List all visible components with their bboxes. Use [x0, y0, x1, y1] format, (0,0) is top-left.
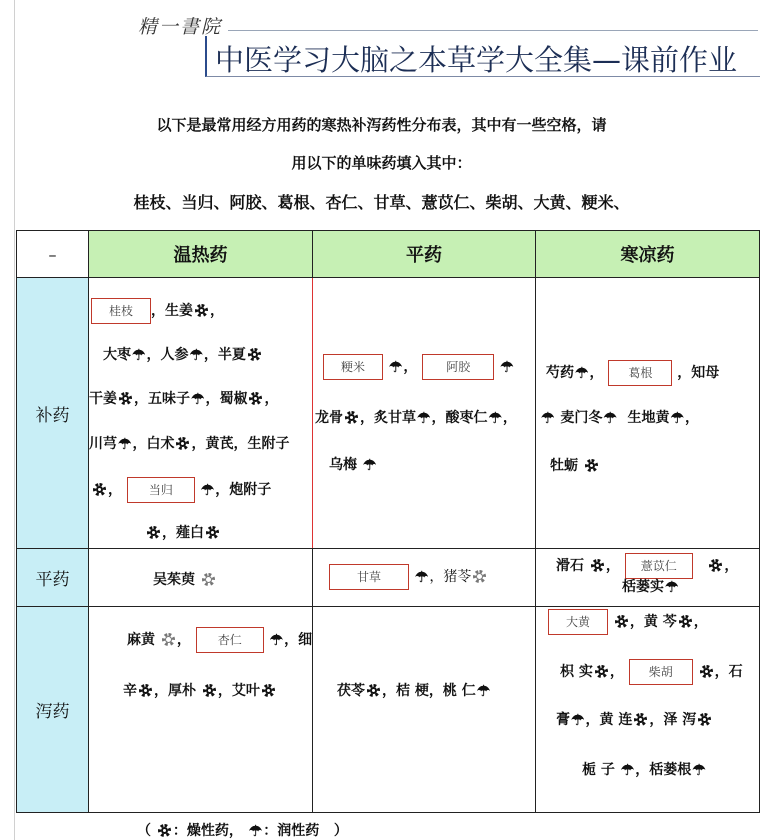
answer-box: 粳米	[323, 354, 383, 380]
herb-text: ，栝蒌根	[635, 762, 692, 778]
herb-text: ，	[684, 410, 699, 426]
umbrella-icon: ☂	[500, 358, 514, 376]
gear-icon	[634, 713, 647, 726]
herb-text: ，	[108, 482, 122, 498]
cell-neutral-cold	[536, 549, 760, 607]
row-header-tonify: 补药	[17, 278, 89, 549]
title-rule	[228, 30, 758, 31]
umbrella-icon: ☂	[362, 456, 377, 474]
herb-text: 干姜	[89, 391, 117, 407]
legend	[137, 820, 348, 840]
gear-icon	[698, 713, 711, 726]
gear-icon	[147, 526, 160, 539]
gear-icon	[345, 411, 358, 424]
academy-logo: 精一書院	[138, 16, 223, 38]
intro-line-1: 以下是最常用经方用药的寒热补泻药性分布表，其中有一些空格，请	[156, 116, 607, 134]
cell-tonify-warm	[89, 278, 313, 549]
umbrella-icon: ☂	[200, 481, 215, 499]
umbrella-icon: ☂	[191, 390, 205, 408]
gear-icon	[262, 684, 275, 697]
answer-box: 柴胡	[629, 659, 693, 685]
umbrella-icon: ☂	[132, 346, 146, 364]
gear-icon	[93, 483, 106, 496]
gear-icon	[700, 665, 713, 678]
herb-text: 芍药	[546, 365, 574, 381]
answer-box: 葛根	[608, 360, 672, 386]
herb-text: 麦门冬	[560, 410, 603, 426]
herb-text: ，黄芪，生附子	[191, 436, 290, 452]
gear-icon	[202, 573, 215, 586]
gear-icon	[679, 615, 692, 628]
answer-box: 薏苡仁	[625, 553, 693, 579]
legend-moist-label: ：润性药	[263, 823, 320, 839]
gear-icon	[615, 615, 628, 628]
gear-icon	[585, 459, 598, 472]
gear-icon	[139, 684, 152, 697]
umbrella-icon: ☂	[670, 409, 684, 427]
herb-text: ，五味子	[134, 391, 190, 407]
cell-tonify-cold	[536, 278, 760, 549]
herb-text: ，炮附子	[215, 482, 272, 498]
gear-icon	[709, 559, 722, 572]
umbrella-icon: ☂	[692, 761, 706, 779]
row-header-neutral: 平药	[17, 549, 89, 607]
cell-purge-cold	[536, 607, 760, 813]
herb-text: ，	[589, 365, 604, 381]
herb-text: ，艾叶	[217, 683, 260, 699]
umbrella-icon: ☂	[476, 682, 491, 700]
umbrella-icon: ☂	[248, 822, 263, 840]
herb-text: ，半夏	[203, 347, 246, 363]
gear-icon	[591, 559, 604, 572]
herb-text: 生地黄	[627, 410, 670, 426]
answer-box: 大黄	[548, 609, 608, 635]
herb-text: 栀 子	[582, 762, 615, 778]
col-header-cold: 寒凉药	[536, 231, 760, 278]
gear-icon	[249, 392, 262, 405]
umbrella-icon: ☂	[189, 346, 203, 364]
umbrella-icon: ☂	[417, 409, 431, 427]
gear-icon	[206, 526, 219, 539]
herb-text: ，	[605, 558, 620, 574]
herb-text: ，生姜	[151, 303, 193, 319]
herb-text: 川芎	[89, 436, 117, 452]
page-title: 中医学习大脑之本草学大全集—课前作业	[215, 43, 738, 77]
herb-text: 膏	[556, 712, 570, 728]
umbrella-icon: ☂	[414, 568, 429, 586]
title-box	[205, 36, 760, 77]
herb-text: 枳 实	[560, 664, 593, 680]
herb-text: ，黄 芩	[629, 614, 677, 630]
herb-text: ，石	[714, 664, 743, 680]
gear-icon	[162, 633, 175, 646]
herb-text: 乌梅	[329, 457, 357, 473]
umbrella-icon: ☂	[541, 409, 555, 427]
gear-icon	[158, 824, 171, 837]
legend-paren: ）	[333, 823, 348, 839]
herb-text: ，薤白	[162, 525, 204, 541]
herb-property-table	[16, 230, 760, 813]
herb-text: ，人参	[146, 347, 189, 363]
answer-box: 当归	[127, 477, 195, 503]
answer-box: 桂枝	[91, 298, 151, 324]
gear-icon	[367, 684, 380, 697]
row-header-purge: 泻药	[17, 607, 89, 813]
herb-text: 麻黄	[127, 632, 155, 648]
umbrella-icon: ☂	[665, 578, 679, 596]
intro-line-2: 用以下的单味药填入其中：	[291, 154, 472, 172]
umbrella-icon: ☂	[571, 711, 585, 729]
herb-text: ，桔 梗，桃 仁	[382, 683, 476, 699]
herb-text: 栝蒌实	[622, 579, 664, 595]
herb-text: 大枣	[103, 347, 131, 363]
herb-text: ，	[724, 558, 739, 574]
gear-icon	[176, 437, 189, 450]
herb-text: ，厚朴	[154, 683, 196, 699]
umbrella-icon: ☂	[575, 364, 589, 382]
cell-neutral-warm	[89, 549, 313, 607]
herb-text: ，黄 连	[585, 712, 633, 728]
herb-list: 桂枝、当归、阿胶、葛根、杏仁、甘草、薏苡仁、柴胡、大黄、粳米、	[133, 193, 630, 212]
gear-icon	[203, 684, 216, 697]
umbrella-icon: ☂	[118, 435, 132, 453]
herb-text: 吴茱萸	[153, 572, 195, 588]
herb-text: ，蜀椒	[205, 391, 248, 407]
col-header-neutral: 平药	[313, 231, 536, 278]
table-corner: –	[17, 231, 89, 278]
herb-text: ，细	[284, 632, 313, 648]
herb-text: ，泽 泻	[649, 712, 697, 728]
herb-text: ，	[176, 632, 191, 648]
herb-text: 滑石	[556, 558, 584, 574]
herb-text: 茯苓	[337, 683, 365, 699]
herb-text: 龙骨	[315, 410, 343, 426]
answer-box: 阿胶	[422, 354, 494, 380]
umbrella-icon: ☂	[603, 409, 617, 427]
gear-icon	[195, 304, 208, 317]
legend-paren: （	[137, 823, 151, 839]
cell-neutral-neutral	[313, 549, 536, 607]
herb-text: ，酸枣仁	[431, 410, 488, 426]
cell-purge-neutral	[313, 607, 536, 813]
answer-box: 甘草	[329, 564, 409, 590]
gear-icon	[248, 348, 261, 361]
herb-text: ，炙甘草	[360, 410, 416, 426]
herb-text: ，猪苓	[429, 569, 472, 585]
herb-text: ，白术	[132, 436, 175, 452]
legend-dry-label: ：燥性药，	[172, 823, 243, 839]
herb-text: 牡蛎	[550, 458, 578, 474]
herb-text: ，	[609, 664, 624, 680]
cell-tonify-neutral: 粳米 ☂， 阿胶 ☂ 龙骨 ，炙甘草☂，酸枣仁☂， 乌梅 ☂	[313, 278, 536, 549]
cell-purge-warm	[89, 607, 313, 813]
col-header-warm: 温热药	[89, 231, 313, 278]
herb-text: ，	[693, 614, 708, 630]
gear-icon	[119, 392, 132, 405]
answer-box: 杏仁	[196, 627, 264, 653]
herb-text: ，	[264, 391, 279, 407]
herb-text: 辛	[123, 683, 137, 699]
umbrella-icon: ☂	[620, 761, 635, 779]
herb-text: ，	[502, 410, 517, 426]
umbrella-icon: ☂	[388, 358, 403, 376]
umbrella-icon: ☂	[488, 409, 502, 427]
herb-text: ，	[210, 303, 224, 319]
gear-icon	[595, 665, 608, 678]
herb-text: ，知母	[677, 365, 720, 381]
gear-icon	[473, 570, 486, 583]
umbrella-icon: ☂	[269, 631, 284, 649]
